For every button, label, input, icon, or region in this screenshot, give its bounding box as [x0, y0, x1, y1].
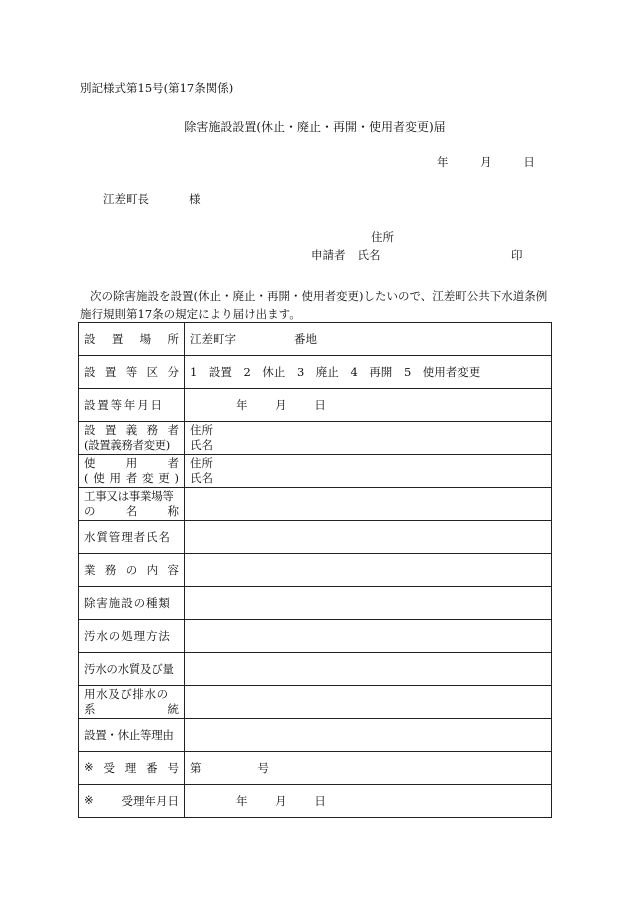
- user-name-label: 氏名: [190, 471, 213, 485]
- receipt-suffix: 号: [257, 761, 269, 775]
- label-char: 統: [167, 702, 179, 716]
- label-line2: (設置義務者変更): [84, 438, 170, 452]
- label-char: ): [174, 471, 179, 485]
- label-char: 者: [167, 456, 179, 470]
- value-category[interactable]: [185, 356, 552, 389]
- label-char: 理: [124, 761, 137, 775]
- category-option-abolish[interactable]: 3 廃止: [296, 365, 339, 379]
- label-char: 設: [84, 332, 96, 346]
- label-char: 所: [167, 332, 179, 346]
- category-option-install[interactable]: 1 設置: [190, 365, 232, 379]
- document-title: 除害施設設置(休止・廃止・再開・使用者変更)届: [184, 120, 446, 134]
- label-char: 用: [109, 471, 121, 485]
- label-char: 名: [125, 504, 138, 518]
- label-char: 者: [167, 423, 179, 437]
- label-char: 務: [104, 563, 117, 577]
- label-receipt-date: [79, 785, 185, 818]
- receipt-prefix: 第: [190, 761, 202, 775]
- row-receipt-date: [79, 785, 552, 818]
- label-char: 者: [125, 471, 138, 485]
- asterisk-mark: ※: [84, 793, 94, 807]
- row-quality: [79, 653, 552, 686]
- label-text: 設置等年月日: [84, 398, 164, 412]
- label-char: 区: [146, 365, 159, 379]
- label-char: 等: [125, 365, 138, 379]
- label-char: 設: [84, 365, 96, 379]
- value-user[interactable]: [185, 455, 552, 488]
- addressee-honorific: 様: [189, 192, 201, 206]
- user-address-label: 住所: [190, 456, 213, 470]
- label-char: 使: [84, 456, 96, 470]
- row-treatment: [79, 620, 552, 653]
- label-char: 置: [104, 423, 117, 437]
- row-manager: [79, 521, 552, 554]
- date-day: 日: [314, 398, 326, 412]
- label-obligor: [79, 422, 185, 455]
- label-char: の: [125, 563, 138, 577]
- label-char: 置: [111, 332, 124, 346]
- label-water-system: [79, 686, 185, 719]
- obligor-address-label: 住所: [190, 423, 213, 437]
- applicant-name-label: 氏名: [357, 248, 381, 262]
- row-obligor: [79, 422, 552, 455]
- applicant-address-label: 住所: [371, 230, 394, 244]
- label-quality: [79, 653, 185, 686]
- label-line1: 工事又は事業場等: [84, 489, 174, 503]
- row-date: [79, 389, 552, 422]
- receipt-month: 月: [275, 794, 287, 808]
- label-char: 更: [158, 471, 170, 485]
- label-text: 受理年月日: [121, 794, 179, 808]
- label-text: 汚水の水質及び量: [84, 662, 174, 676]
- label-line1: 用水及び排水の: [84, 687, 169, 701]
- date-month: 月: [480, 155, 492, 169]
- submission-date: [437, 157, 535, 169]
- label-text: 除害施設の種類: [84, 596, 171, 610]
- row-project: [79, 488, 552, 521]
- category-option-user-change[interactable]: 5 使用者変更: [403, 365, 481, 379]
- row-business: [79, 554, 552, 587]
- label-char: (: [84, 471, 89, 485]
- obligor-name-label: 氏名: [190, 438, 213, 452]
- value-receipt-number: [185, 752, 552, 785]
- label-category: [79, 356, 185, 389]
- label-char: 務: [146, 423, 159, 437]
- category-option-suspend[interactable]: 2 休止: [243, 365, 286, 379]
- value-reason[interactable]: [185, 719, 552, 752]
- label-char: 号: [167, 761, 179, 775]
- label-date: [79, 389, 185, 422]
- label-char: 分: [167, 365, 179, 379]
- location-prefix: 江差町字: [190, 332, 236, 346]
- location-suffix: 番地: [294, 332, 317, 346]
- receipt-year: 年: [236, 794, 248, 808]
- label-char: の: [84, 504, 96, 518]
- label-char: 内: [146, 563, 159, 577]
- label-char: 業: [84, 563, 96, 577]
- value-project[interactable]: [185, 488, 552, 521]
- row-category: [79, 356, 552, 389]
- label-char: 使: [93, 471, 105, 485]
- label-user: [79, 455, 185, 488]
- label-facility-type: [79, 587, 185, 620]
- value-water-system[interactable]: [185, 686, 552, 719]
- asterisk-mark: ※: [84, 760, 94, 774]
- intro-text: 次の除害施設を設置(休止・廃止・再開・使用者変更)したいので、江差町公共下水道条例施行規則第17条の規定により届け出ます。: [80, 289, 548, 321]
- date-year: 年: [437, 155, 449, 169]
- date-month: 月: [275, 398, 287, 412]
- date-day: 日: [523, 155, 535, 169]
- value-treatment[interactable]: [185, 620, 552, 653]
- value-business[interactable]: [185, 554, 552, 587]
- label-char: 称: [167, 504, 179, 518]
- category-option-resume[interactable]: 4 再開: [350, 365, 393, 379]
- label-char: 受: [103, 761, 115, 775]
- row-water-system: [79, 686, 552, 719]
- addressee-name: 江差町長: [103, 192, 149, 206]
- label-char: 変: [142, 471, 154, 485]
- label-text: 水質管理者氏名: [84, 530, 171, 544]
- row-user: [79, 455, 552, 488]
- row-reason: [79, 719, 552, 752]
- label-char: 番: [146, 761, 158, 775]
- row-receipt-number: [79, 752, 552, 785]
- label-char: 用: [125, 456, 138, 470]
- label-char: 設: [84, 423, 96, 437]
- label-char: 置: [104, 365, 117, 379]
- receipt-day: 日: [314, 794, 326, 808]
- label-treatment: [79, 620, 185, 653]
- applicant-role-label: 申請者: [311, 248, 346, 262]
- value-quality[interactable]: [185, 653, 552, 686]
- value-manager[interactable]: [185, 521, 552, 554]
- label-char: 系: [84, 702, 96, 716]
- form-number: 別記様式第15号(第17条関係): [80, 81, 234, 95]
- value-location[interactable]: [185, 323, 552, 356]
- label-char: 場: [139, 332, 152, 346]
- label-text: 汚水の処理方法: [84, 629, 171, 643]
- label-char: 容: [167, 563, 179, 577]
- applicant-line: [311, 250, 381, 262]
- seal-mark: 印: [511, 248, 523, 262]
- row-facility-type: [79, 587, 552, 620]
- value-date[interactable]: [185, 389, 552, 422]
- label-project: [79, 488, 185, 521]
- addressee: [103, 194, 201, 206]
- date-year: 年: [236, 398, 248, 412]
- label-text: 設置・休止等理由: [84, 728, 174, 742]
- value-receipt-date: [185, 785, 552, 818]
- label-reason: [79, 719, 185, 752]
- value-facility-type[interactable]: [185, 587, 552, 620]
- notification-table: [78, 322, 552, 818]
- label-location: [79, 323, 185, 356]
- value-obligor[interactable]: [185, 422, 552, 455]
- row-location: [79, 323, 552, 356]
- label-char: 義: [125, 423, 138, 437]
- label-business: [79, 554, 185, 587]
- label-manager: [79, 521, 185, 554]
- label-receipt-number: [79, 752, 185, 785]
